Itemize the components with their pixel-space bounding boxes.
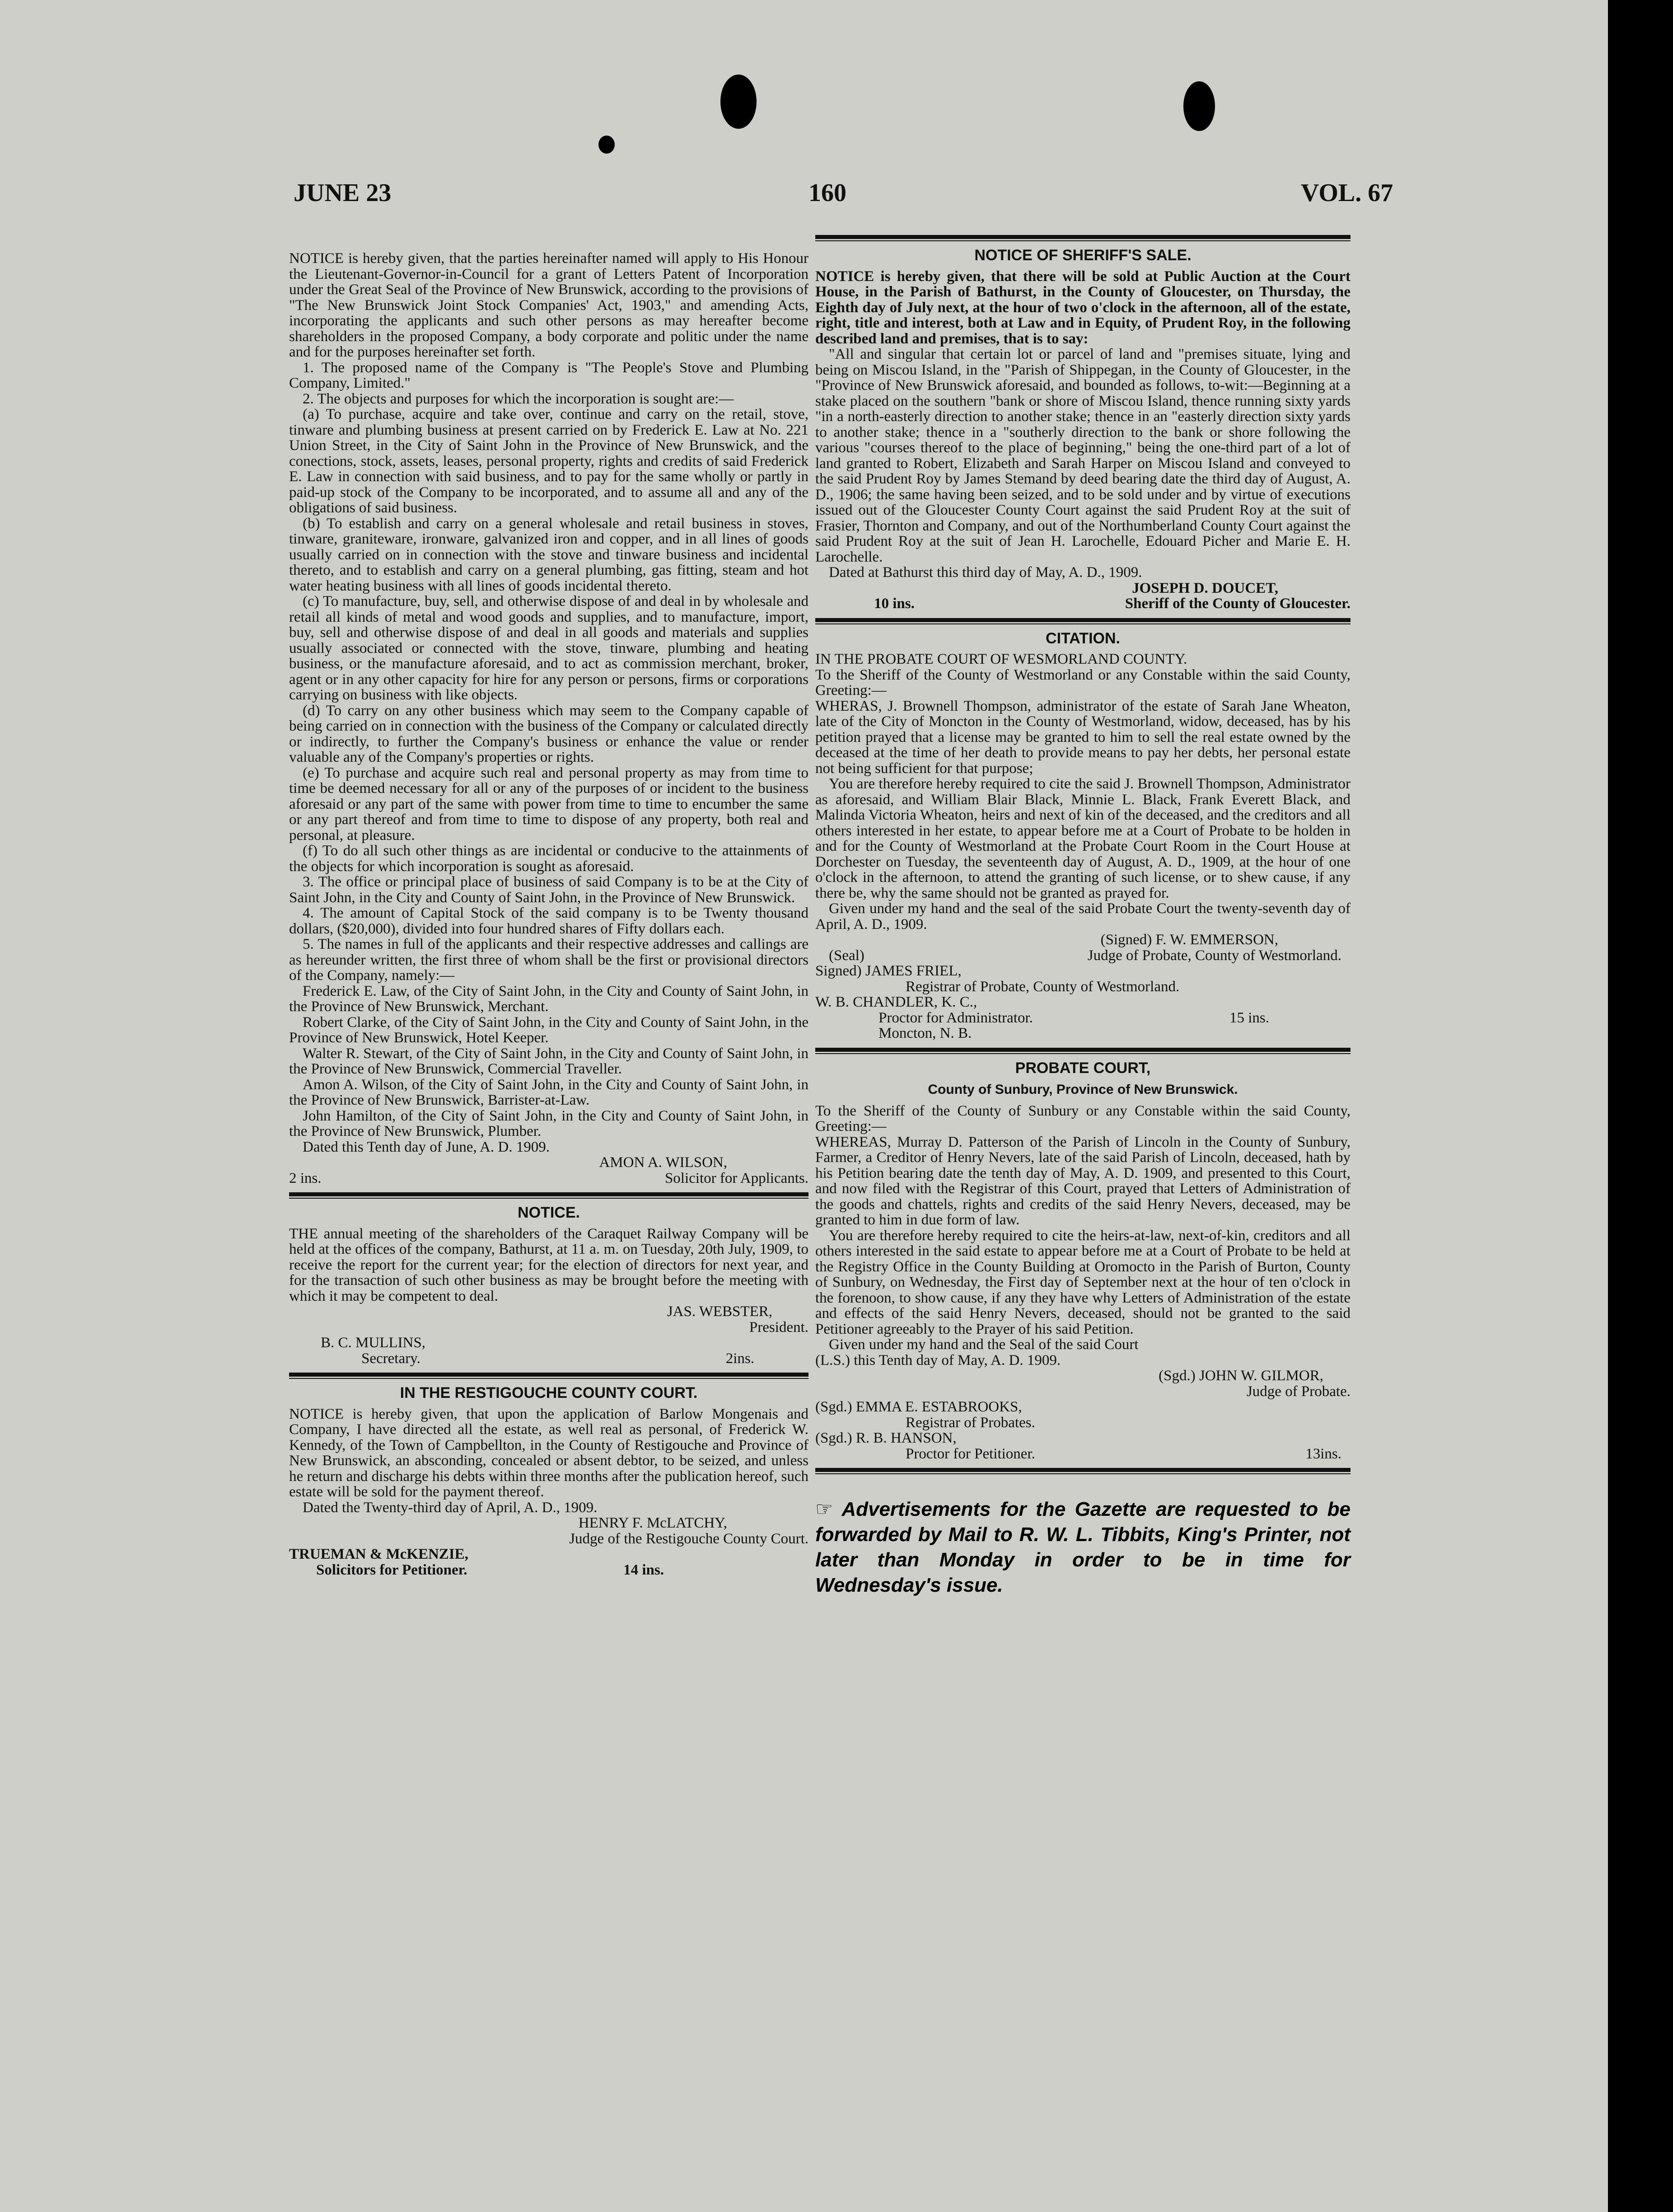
applicant: Walter R. Stewart, of the City of Saint John, in the City and County of Saint John, in the Province of New Brunswick, Commercial Traveller. bbox=[289, 1045, 808, 1077]
clause-5: 5. The names in full of the applicants and their respective addresses and callings are as hereunder written, the first three of whom shall be the first or provisional directors of the Company, namely:— bbox=[289, 936, 808, 984]
applicant: Frederick E. Law, of the City of Saint John, in the City and County of Saint John, in the Province of New Brunswick, Merchant. bbox=[289, 983, 808, 1015]
clause-e: (e) To purchase and acquire such real and personal property as may from time to time be deemed necessary for all or any of the purposes of or incident to the business aforesaid or any part of the same with power from time to time to encumber the same or any part thereof and from time to time to dispose of any property, both real and personal, at pleasure. bbox=[289, 764, 808, 844]
probate-address: To the Sheriff of the County of Sunbury or any Constable within the said County, Greeting:— bbox=[815, 1102, 1351, 1134]
objects-clause: 2. The objects and purposes for which the incorporation is sought are:— bbox=[303, 390, 734, 407]
incorporation-notice bbox=[289, 251, 808, 1186]
probate-given: Given under my hand and the Seal of the said Court bbox=[829, 1336, 1139, 1353]
citation-address: To the Sheriff of the County of Westmorland or any Constable within the said County, Greeting:— bbox=[815, 666, 1351, 698]
probate-subheading: County of Sunbury, Province of New Brunswick. bbox=[928, 1082, 1238, 1097]
probate-seal-date: (L.S.) this Tenth day of May, A. D. 1909. bbox=[815, 1352, 1061, 1368]
insertion-count: 13ins. bbox=[1305, 1445, 1341, 1462]
section-rule bbox=[815, 1468, 1351, 1474]
estabrooks-signature: (Sgd.) EMMA E. ESTABROOKS, bbox=[815, 1399, 1022, 1415]
sheriff-signature: JOSEPH D. DOUCET, bbox=[1132, 580, 1278, 596]
applicant: Amon A. Wilson, of the City of Saint John, in the City and County of Saint John, in the Province of New Brunswick, Barrister-at-Law. bbox=[289, 1076, 808, 1108]
page-edge bbox=[1608, 0, 1673, 2212]
binding-hole bbox=[720, 75, 757, 129]
section-rule bbox=[815, 618, 1351, 624]
emmerson-signature: (Signed) F. W. EMMERSON, bbox=[1100, 932, 1278, 948]
section-rule bbox=[815, 1048, 1351, 1054]
company-name-clause: 1. The proposed name of the Company is "The People's Stove and Plumbing Company, Limited." bbox=[289, 359, 808, 391]
judge-title: Judge of the Restigouche County Court. bbox=[569, 1530, 808, 1547]
sheriff-title: Sheriff of the County of Gloucester. bbox=[1125, 595, 1351, 612]
clause-3: 3. The office or principal place of business of said Company is to be at the City of Saint John, in the City and County of Saint John, in the Province of New Brunswick. bbox=[289, 874, 808, 906]
sunbury-probate-notice bbox=[815, 1060, 1351, 1462]
restigouche-court-notice bbox=[289, 1385, 808, 1578]
insertion-count: 15 ins. bbox=[1229, 1009, 1269, 1026]
dated-line: Dated at Bathurst this third day of May, A. D., 1909. bbox=[829, 564, 1142, 581]
notice-heading: NOTICE. bbox=[518, 1204, 580, 1221]
gilmor-signature: (Sgd.) JOHN W. GILMOR, bbox=[1159, 1368, 1323, 1384]
clause-d: (d) To carry on any other business which may seem to the Company capable of being carried on in connection with the business of the Company or calculated directly or indirectly, to further the Company's business or enhance the value or render valuable any of the Company's properties or rights. bbox=[289, 702, 808, 765]
proctor-title: Proctor for Administrator. bbox=[879, 1009, 1033, 1026]
solicitor-name: TRUEMAN & McKENZIE, bbox=[289, 1546, 468, 1562]
judge-title: Judge of Probate, County of Westmorland. bbox=[1087, 947, 1341, 964]
chandler-name: W. B. CHANDLER, K. C., bbox=[815, 994, 977, 1010]
left-column bbox=[289, 251, 808, 1578]
solicitor-title: Solicitors for Petitioner. bbox=[316, 1561, 467, 1578]
estabrooks-title: Registrar of Probates. bbox=[906, 1414, 1035, 1431]
clause-4: 4. The amount of Capital Stock of the said company is to be Twenty thousand dollars, ($20,000), divided into four hundred shares of Fifty dollars each. bbox=[289, 905, 808, 937]
page-number: 160 bbox=[808, 179, 846, 207]
citation-requirement: You are therefore hereby required to cite the said J. Brownell Thompson, Administrator as aforesaid, and William Blair Black, Minnie L. Black, Frank Everett Black, and Malinda Victoria Wheaton, heirs and next of kin of the deceased, and the creditors and all others interested in her estate, to appear before me at a Court of Probate to be holden in and for the County of Westmorland at the Probate Court Room in the Court House at Dorchester on Tuesday, the seventeenth day of August, A. D., 1909, at the hour of one o'clock in the afternoon, to attend the granting of such license, or to shew cause, if any there be, why the same should not be granted as prayed for. bbox=[815, 776, 1351, 901]
court-heading: IN THE RESTIGOUCHE COUNTY COURT. bbox=[400, 1384, 698, 1401]
signature-name: AMON A. WILSON, bbox=[599, 1154, 727, 1171]
caraquet-railway-notice bbox=[289, 1205, 808, 1366]
insertion-count: 10 ins. bbox=[874, 595, 915, 612]
hanson-signature: (Sgd.) R. B. HANSON, bbox=[815, 1430, 957, 1446]
sheriff-body: NOTICE is hereby given, that there will be sold at Public Auction at the Court House, in the Parish of Bathurst, in the County of Gloucester, on Thursday, the Eighth day of July next, at the hour of two o'clock in the afternoon, all of the estate, right, title and interest, both at Law and in Equity, of Prudent Roy, in the following described land and premises, that is to say: bbox=[815, 268, 1351, 347]
sheriffs-sale-notice bbox=[815, 248, 1351, 612]
citation-given: Given under my hand and the seal of the said Probate Court the twenty-seventh day of April, A. D., 1909. bbox=[815, 900, 1351, 933]
hanson-title: Proctor for Petitioner. bbox=[906, 1445, 1035, 1462]
issue-date: JUNE 23 bbox=[294, 179, 392, 207]
probate-heading: PROBATE COURT, bbox=[1015, 1059, 1151, 1077]
gilmor-title: Judge of Probate. bbox=[1246, 1383, 1351, 1400]
president-title: President. bbox=[749, 1319, 808, 1336]
clause-a: (a) To purchase, acquire and take over, continue and carry on the retail, stove, tinware and plumbing business at present carried on by Frederick E. Law at No. 221 Union Street, in the City of Saint John in the Province of New Brunswick, and the conections, stock, assets, leases, personal property, rights and credits of said Frederick E. Law in connection with said business, and to pay for the same wholly or partly in paid-up stock of the Company to be incorporated, and to assume all and any of the obligations of said business. bbox=[289, 406, 808, 516]
applicant: John Hamilton, of the City of Saint John, in the City and County of Saint John, in the Province of New Brunswick, Plumber. bbox=[289, 1107, 808, 1139]
right-column bbox=[815, 235, 1351, 1598]
friel-signature: Signed) JAMES FRIEL, bbox=[815, 963, 962, 979]
dated-line: Dated this Tenth day of June, A. D. 1909. bbox=[303, 1139, 550, 1155]
section-rule bbox=[815, 235, 1351, 241]
citation-whereas: WHERAS, J. Brownell Thompson, administrator of the estate of Sarah Jane Wheaton, late of the City of Moncton in the County of Westmorland, widow, deceased, has by his petition prayed that a license may be granted to him to sell the real estate owned by the deceased at the time of her death to provide means to pay her debts, her personal estate not being sufficient for that purpose; bbox=[815, 698, 1351, 777]
court-notice-body: NOTICE is hereby given, that upon the application of Barlow Mongenais and Company, I have directed all the estate, as well real as personal, of Frederick W. Kennedy, of the Town of Campbellton, in the County of Restigouche and Province of New Brunswick, an absconding, concealed or absent debtor, to be seized, and unless he return and discharge his debts within three months after the publication hereof, such estate will be sold for the payment thereof. bbox=[289, 1406, 808, 1500]
section-rule bbox=[289, 1192, 808, 1199]
probate-requirement: You are therefore hereby required to cite the heirs-at-law, next-of-kin, creditors and all others interested in the said estate to appear before me at a Court of Probate to be held at the Registry Office in the County Building at Oromocto in the Parish of Burton, County of Sunbury, on Wednesday, the First day of September next at the hour of ten o'clock in the forenoon, to show cause, if any they have why Letters of Administration of the estate and effects of the said Henry Nevers, deceased, should not be granted to the said Petitioner agreeably to the Prayer of his said Petition. bbox=[815, 1227, 1351, 1337]
clause-c: (c) To manufacture, buy, sell, and otherwise dispose of and deal in by wholesale and retail all kinds of metal and wood goods and supplies, and to manufacture, import, buy, sell and otherwise dispose of and deal in all goods and materials and supplies usually associated or connected with the stove, tinware, plumbing and heating business, or the manufacture aforesaid, and to act as commission merchant, broker, agent or in any other capacity for hire for any person or persons, firms or corporations carrying on business with like objects. bbox=[289, 593, 808, 703]
clause-f: (f) To do all such other things as are incidental or conducive to the attainments of the objects for which incorporation is sought as aforesaid. bbox=[289, 843, 808, 875]
moncton-place: Moncton, N. B. bbox=[879, 1025, 972, 1041]
insertion-count: 14 ins. bbox=[623, 1561, 664, 1578]
president-signature: JAS. WEBSTER, bbox=[667, 1303, 772, 1320]
dated-line: Dated the Twenty-third day of April, A. D., 1909. bbox=[303, 1499, 598, 1516]
secretary-title: Secretary. bbox=[361, 1350, 421, 1367]
judge-signature: HENRY F. McLATCHY, bbox=[578, 1515, 727, 1531]
advertisement-notice: ☞ Advertisements for the Gazette are requested to be forwarded by Mail to R. W. L. Tibbits, King's Printer, not later than Monday in order to be in time for Wednesday's issue. bbox=[815, 1498, 1351, 1596]
insertion-count: 2 ins. bbox=[289, 1170, 322, 1186]
volume-number: VOL. 67 bbox=[1301, 179, 1393, 207]
section-rule bbox=[289, 1373, 808, 1379]
probate-whereas: WHEREAS, Murray D. Patterson of the Parish of Lincoln in the County of Sunbury, Farmer, a Creditor of Henry Nevers, late of the said Parish of Lincoln, deceased, hath by his Petition bearing date the tenth day of May, A. D. 1909, and presented to this Court, and now filed with the Registrar of this Court, prayed that Letters of Administration of the goods and chattels, rights and credits of the said Henry Nevers, deceased, may be granted to him in due form of law. bbox=[815, 1134, 1351, 1228]
westmorland-citation bbox=[815, 631, 1351, 1041]
binding-hole bbox=[1183, 81, 1215, 131]
applicant: Robert Clarke, of the City of Saint John, in the City and County of Saint John, in the Province of New Brunswick, Hotel Keeper. bbox=[289, 1014, 808, 1046]
sheriff-property-description: "All and singular that certain lot or parcel of land and "premises situate, lying and being on Miscou Island, in the "Parish of Shippegan, in the County of Gloucester, in the "Province of New Brunswick aforesaid, and bounded as follows, to-wit:—Beginning at a stake placed on the southern "bank or shore of Miscou Island, thence running sixty yards "in a north-easterly direction to another stake; thence in an "easterly direction sixty yards to another stake; thence in a "southerly direction to the bank or shore following the various "courses thereof to the place of beginning," being the one-third part of a lot of land granted to Robert, Elizabeth and Sarah Harper on Miscou Island and conveyed to the said Prudent Roy by James Stemand by deed bearing date the third day of August, A. D., 1906; the same having been seized, and to be sold under and by virtue of executions issued out of the Gloucester County Court against the said Prudent Roy at the suit of Frasier, Thornton and Company, and out of the Northumberland County Court against the said Prudent Roy at the suit of Jean H. Larochelle, Edouard Picher and Marie E. H. Larochelle. bbox=[815, 346, 1351, 565]
citation-heading: CITATION. bbox=[1046, 629, 1120, 647]
clause-b: (b) To establish and carry on a general wholesale and retail business in stoves, tinware, graniteware, ironware, galvanized iron and copper, and in all lines of goods usually carried on in connection with the stove and tinware business and incidental thereto, and to establish and carry on a general plumbing, gas fitting, steam and hot water heating business with all lines of goods incidental thereto. bbox=[289, 515, 808, 594]
notice-intro: NOTICE is hereby given, that the parties hereinafter named will apply to His Honour the Lieutenant-Governor-in-Council for a grant of Letters Patent of Incorporation under the Great Seal of the Province of New Brunswick, according to the provisions of "The New Brunswick Joint Stock Companies' Act, 1903," and amending Acts, incorporating the applicants and such other persons as may hereafter become shareholders in the proposed Company, a body corporate and politic under the name and for the purposes hereinafter set forth. bbox=[289, 250, 808, 360]
binding-hole bbox=[598, 136, 615, 154]
registrar-title: Registrar of Probate, County of Westmorland. bbox=[906, 978, 1180, 995]
insertion-count: 2ins. bbox=[725, 1350, 754, 1367]
seal-mark: (Seal) bbox=[829, 947, 865, 964]
court-name: IN THE PROBATE COURT OF WESMORLAND COUNTY. bbox=[815, 651, 1187, 667]
signature-title: Solicitor for Applicants. bbox=[664, 1170, 808, 1186]
sheriff-heading: NOTICE OF SHERIFF'S SALE. bbox=[974, 247, 1192, 264]
notice-body: THE annual meeting of the shareholders of the Caraquet Railway Company will be held at the offices of the company, Bathurst, at 11 a. m. on Tuesday, 20th July, 1909, to receive the report for the current year; for the election of directors for next year, and for the transaction of such other business as may be brought before the meeting with which it may be competent to deal. bbox=[289, 1225, 808, 1304]
secretary-signature: B. C. MULLINS, bbox=[321, 1335, 425, 1351]
